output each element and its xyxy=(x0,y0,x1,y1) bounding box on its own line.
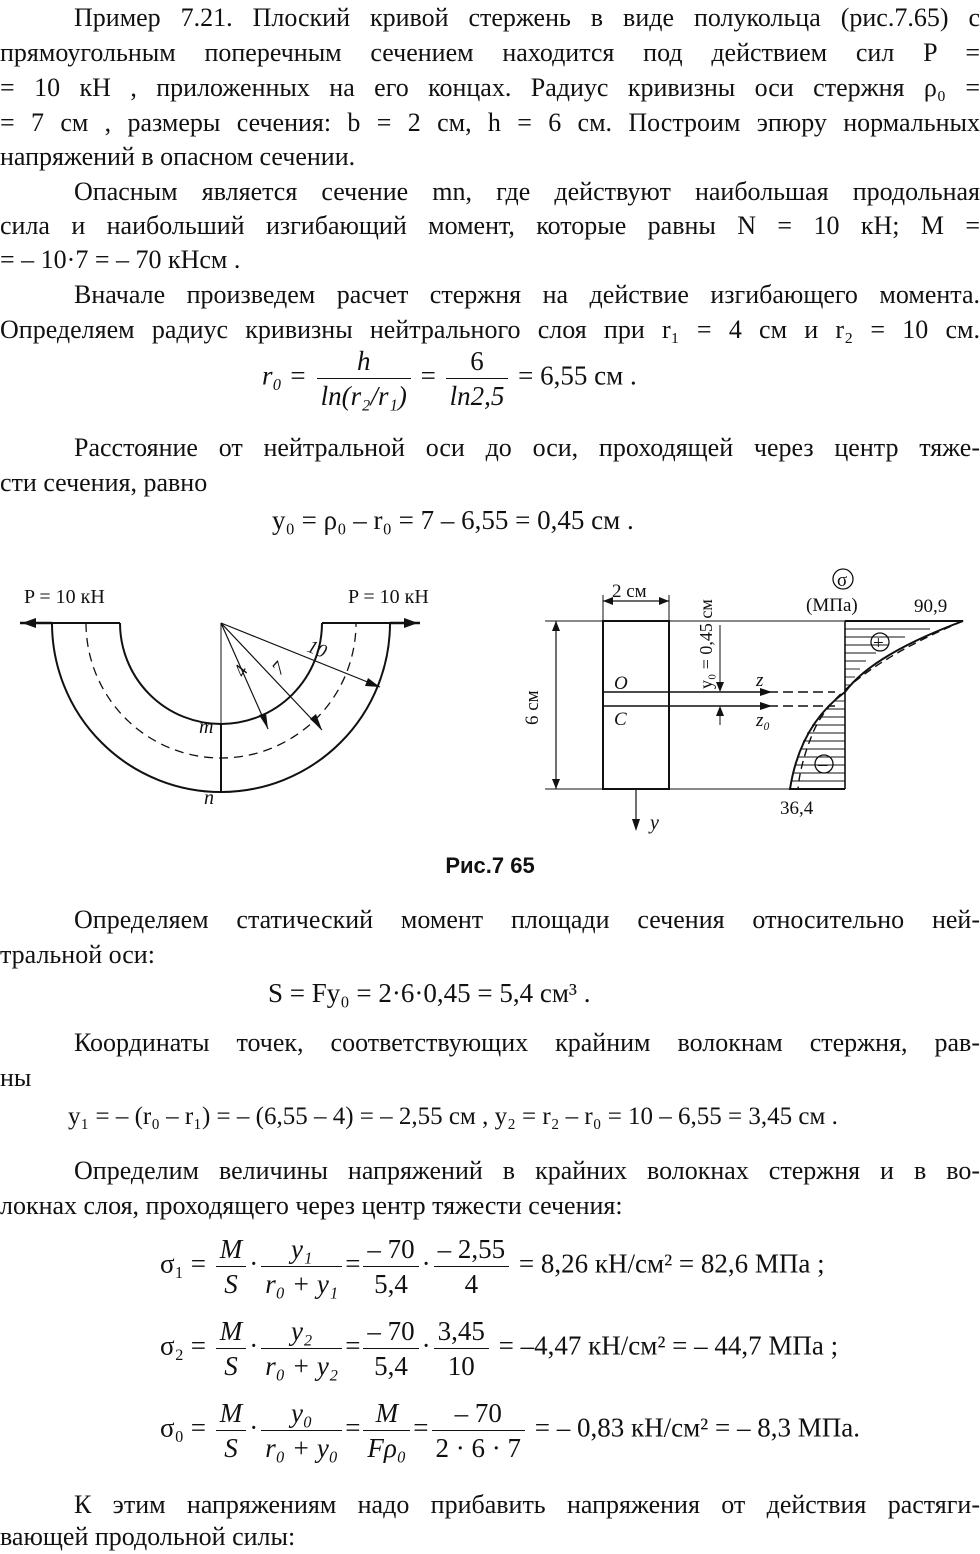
denominator: 5,4 xyxy=(374,1269,408,1299)
equation-sigma2: σ₂ = $\frac{M}{S}$ · $\frac{\text{y₂}}{\text{r₀ + y₂}}$ = $\frac{- 70}{5,4}$ · $\frac{3,45}{10}$ = –4,47 кН/см² = – 44,7 МПа ; xyxy=(160,1316,839,1381)
plus-sign: + xyxy=(873,633,884,654)
denominator: 4 xyxy=(464,1269,479,1299)
text-line: Расстояние от нейтральной оси до оси, проходящей через центр тяже- xyxy=(74,433,980,462)
arrowhead-r2 xyxy=(365,678,380,687)
denominator: 5,4 xyxy=(374,1351,408,1381)
equation-sigma1: σ₁ = $\frac{M}{S}$ · $\frac{\text{y₁}}{\text{r₀ + y₁}}$ = $\frac{- 70}{5,4}$ · $\frac{- 2,55}{4}$ = 8,26 кН/см² = 82,6 МПа ; xyxy=(160,1234,825,1299)
section-label-n: n xyxy=(204,787,214,809)
arrowhead-left xyxy=(22,618,36,628)
text-line: = – 10·7 = – 70 кНсм . xyxy=(0,245,241,274)
arrowhead xyxy=(659,597,669,605)
denominator: r₀ + y₂ xyxy=(265,1351,339,1381)
eq-lhs: σ₀ = xyxy=(160,1412,206,1443)
cross-section-diagram xyxy=(545,569,963,827)
fraction xyxy=(317,344,411,413)
equation-S: S = Fy₀ = 2·6·0,45 = 5,4 см³ . xyxy=(268,978,591,1008)
force-label-left: P = 10 кН xyxy=(24,586,105,608)
eq-rhs: = 8,26 кН/см² = 82,6 МПа ; xyxy=(518,1248,825,1279)
y-axis-label: y xyxy=(650,812,659,834)
text-line: Координаты точек, соответствующих крайним волокнам стержня, рав- xyxy=(74,1028,980,1057)
stress-min-label: 36,4 xyxy=(780,798,814,819)
eq-rhs: = 6,55 см . xyxy=(518,360,637,391)
text-line: Определим величины напряжений в крайних волокнах стержня и в во- xyxy=(74,1156,980,1185)
point-O-label: O xyxy=(614,673,628,694)
equation-r0: r₀ = $\frac{h}{\text{ln(r₂/r₁)}}$ = $\frac{6}{\ln 2,5}$ = 6,55 см . xyxy=(262,346,637,411)
eq-lhs: σ₁ = xyxy=(160,1248,206,1279)
section-label-m: m xyxy=(199,716,214,738)
text-line: тральной оси: xyxy=(0,940,155,969)
numerator: – 70 xyxy=(363,1314,418,1349)
text-line: сти сечения, равно xyxy=(0,468,208,497)
fraction xyxy=(363,1232,418,1301)
width-label: 2 см xyxy=(612,581,647,602)
radius-label-r1: 4 xyxy=(229,662,253,681)
text-line: ны xyxy=(0,1063,32,1092)
arrowhead-right xyxy=(404,618,418,628)
numerator: – 2,55 xyxy=(434,1232,510,1267)
arrowhead xyxy=(760,702,772,710)
fraction xyxy=(434,1314,489,1383)
fraction xyxy=(261,1314,342,1383)
denominator: ln2,5 xyxy=(449,381,505,411)
fraction xyxy=(434,1232,510,1301)
numerator: – 70 xyxy=(432,1396,525,1431)
sigma-label: σ xyxy=(837,570,848,591)
fraction xyxy=(432,1396,525,1465)
numerator: h xyxy=(317,344,411,379)
point-C-label: C xyxy=(614,709,627,730)
fraction xyxy=(363,1314,418,1383)
eq-lhs: r₀ = xyxy=(262,360,307,391)
numerator: – 70 xyxy=(363,1232,418,1267)
z-axis-label: z xyxy=(756,670,764,691)
arrowhead-r1 xyxy=(259,713,268,729)
numerator: y₂ xyxy=(261,1314,342,1349)
fraction xyxy=(363,1396,410,1465)
text-line: прямоугольным поперечным сечением находится под действием сил P = xyxy=(0,38,980,67)
eq-rhs: = – 0,83 кН/см² = – 8,3 МПа. xyxy=(534,1412,860,1443)
numerator: M xyxy=(216,1396,247,1431)
fraction xyxy=(261,1396,342,1465)
text-line: Определяем радиус кривизны нейтрального слоя при r₁ = 4 см и r₂ = 10 см. xyxy=(0,315,980,344)
text-line: = 7 см , размеры сечения: b = 2 см, h = 6 см. Построим эпюру нормальных xyxy=(0,108,980,137)
fraction xyxy=(446,344,509,413)
figure-7-65 xyxy=(0,565,980,845)
text-line: Вначале произведем расчет стержня на действие изгибающего момента. xyxy=(74,280,980,309)
text-line: К этим напряжениям надо прибавить напряжения от действия растяги- xyxy=(74,1490,980,1519)
numerator: M xyxy=(216,1314,247,1349)
text-line: локнах слоя, проходящего через центр тяжести сечения: xyxy=(0,1191,623,1220)
arrowhead xyxy=(632,819,640,831)
numerator: 3,45 xyxy=(434,1314,489,1349)
denominator: S xyxy=(224,1269,238,1299)
text-line: сила и наибольший изгибающий момент, которые равны N = 10 кН; M = xyxy=(0,211,980,240)
text-line: = 10 кН , приложенных на его концах. Радиус кривизны оси стержня ρ₀ = xyxy=(0,73,980,102)
denominator: ln(r₂/r₁) xyxy=(320,381,407,411)
eq-rhs: = –4,47 кН/см² = – 44,7 МПа ; xyxy=(498,1330,839,1361)
figure-caption: Рис.7 65 xyxy=(445,853,535,878)
minus-sign: – xyxy=(818,754,828,775)
text-line: напряжений в опасном сечении. xyxy=(0,142,356,171)
denominator: r₀ + y₀ xyxy=(265,1433,339,1463)
fraction xyxy=(216,1314,247,1383)
denominator: S xyxy=(224,1433,238,1463)
y0-label: y₀ = 0,45 см xyxy=(696,599,716,689)
equation-y0: y₀ = ρ₀ – r₀ = 7 – 6,55 = 0,45 см . xyxy=(272,505,634,535)
arrowhead xyxy=(552,621,560,631)
arrowhead-rho xyxy=(310,714,322,730)
radius-label-rho: 7 xyxy=(268,658,291,680)
arrowhead xyxy=(716,706,724,716)
equation-sigma0: σ₀ = $\frac{M}{S}$ · $\frac{\text{y₀}}{\text{r₀ + y₀}}$ = $\frac{M}{\text{Fρ₀}}$ = $\frac{- 70}{2 \cdot 6 \cdot 7}$ = – 0,83 кН/см² = – 8,3 МПа. xyxy=(160,1398,860,1463)
numerator: 6 xyxy=(446,344,509,379)
text-line: Пример 7.21. Плоский кривой стержень в виде полукольца (рис.7.65) с xyxy=(74,3,980,32)
fraction xyxy=(261,1232,342,1301)
section-rectangle xyxy=(603,621,669,789)
denominator: r₀ + y₁ xyxy=(265,1269,339,1299)
fraction xyxy=(216,1232,247,1301)
denominator: 10 xyxy=(447,1351,475,1381)
eq-lhs: σ₂ = xyxy=(160,1330,206,1361)
text-line: Опасным является сечение mn, где действуют наибольшая продольная xyxy=(74,177,980,206)
numerator: y₁ xyxy=(261,1232,342,1267)
stress-max-label: 90,9 xyxy=(914,596,948,617)
numerator: y₀ xyxy=(261,1396,342,1431)
numerator: M xyxy=(216,1232,247,1267)
text-line: вающей продольной силы: xyxy=(0,1522,296,1551)
radius-label-r2: 10 xyxy=(304,636,330,663)
units-label: (МПа) xyxy=(806,595,858,616)
force-label-right: P = 10 кН xyxy=(348,586,429,608)
arrowhead xyxy=(716,682,724,692)
height-label: 6 см xyxy=(522,690,543,725)
numerator: M xyxy=(363,1396,410,1431)
z0-axis-label: z₀ xyxy=(756,710,770,731)
denominator: 2 · 6 · 7 xyxy=(435,1433,521,1463)
equation-y1-y2: y₁ = – (r₀ – r₁) = – (6,55 – 4) = – 2,55 см , y₂ = r₂ – r₀ = 10 – 6,55 = 3,45 см . xyxy=(68,1103,838,1130)
denominator: S xyxy=(224,1351,238,1381)
arrowhead xyxy=(552,779,560,789)
stress-curve-tension xyxy=(845,621,963,692)
stress-hatching xyxy=(792,629,930,781)
text-line: Определяем статический момент площади сечения относительно ней- xyxy=(74,905,980,934)
fraction xyxy=(216,1396,247,1465)
denominator: Fρ₀ xyxy=(367,1433,407,1463)
curved-bar-diagram xyxy=(20,623,420,792)
